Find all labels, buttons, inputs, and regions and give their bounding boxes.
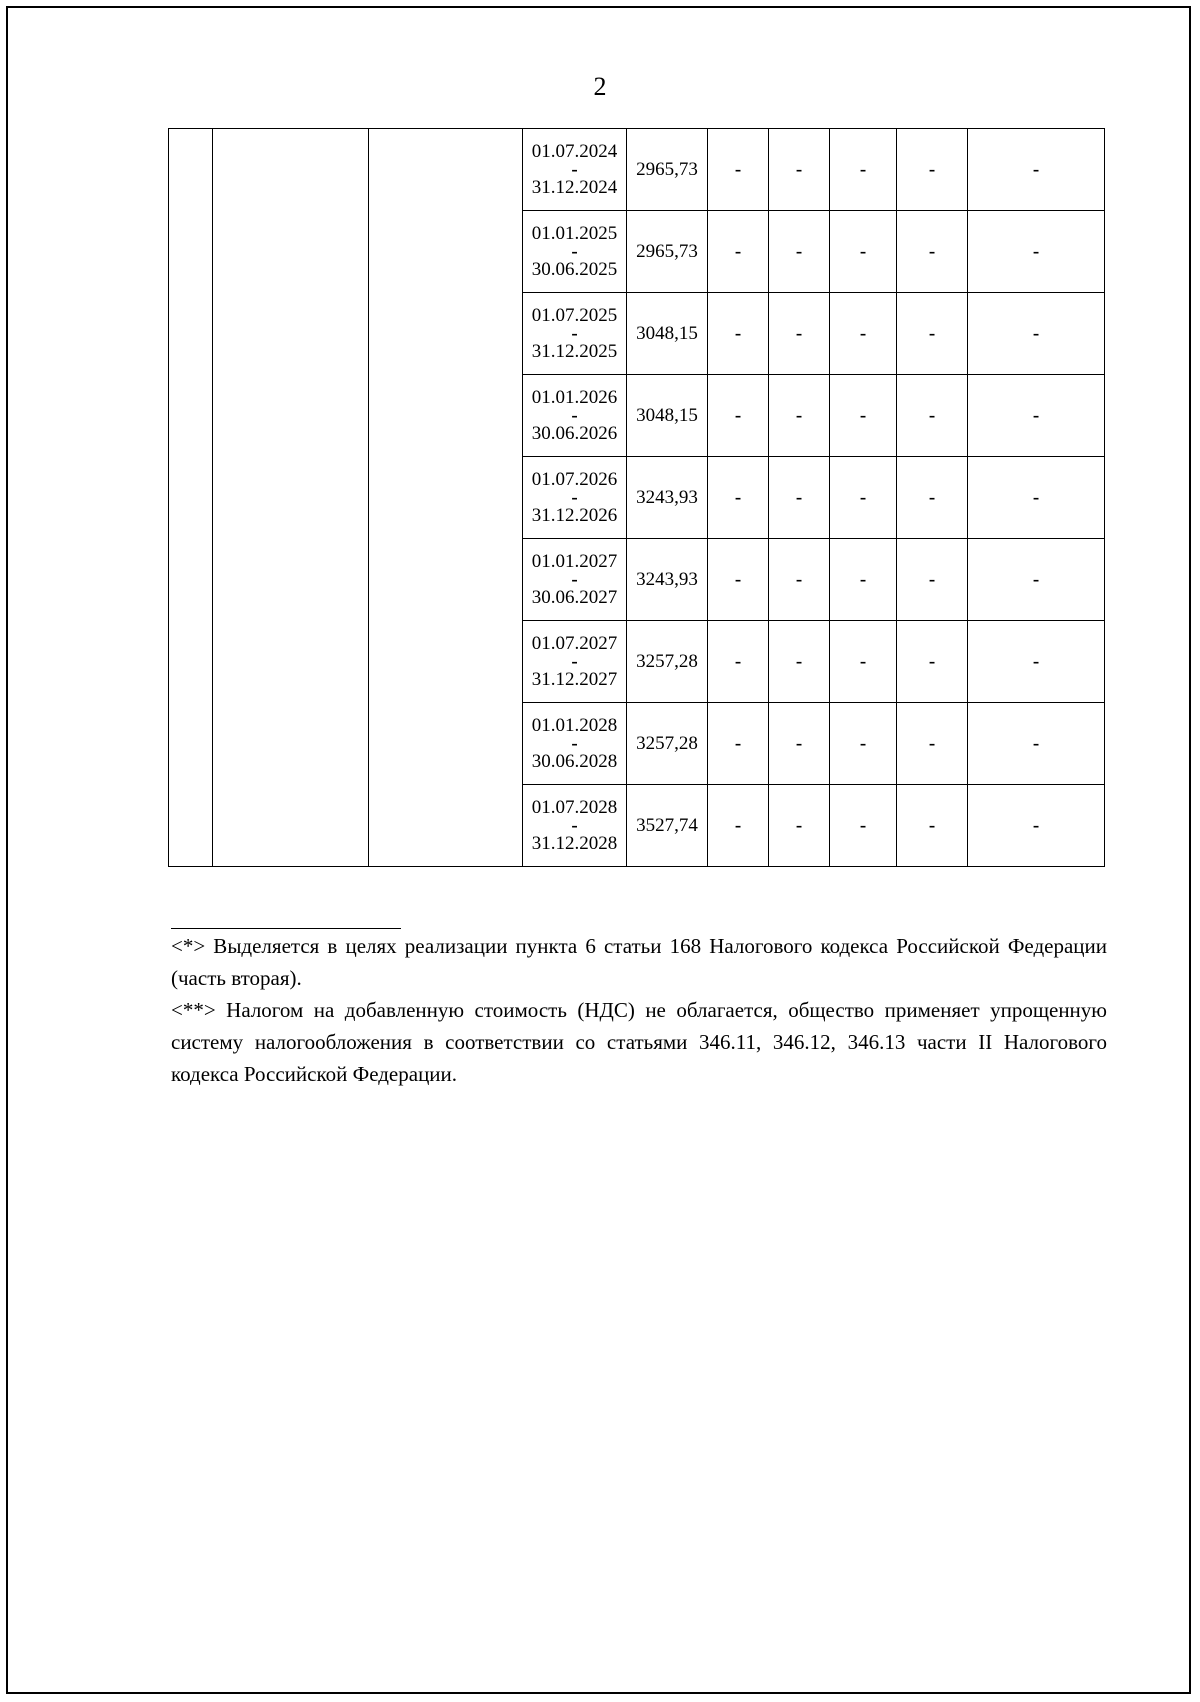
tariff-value: 3257,28 — [627, 621, 708, 703]
dash-cell: - — [830, 703, 897, 785]
period-to: 30.06.2026 — [531, 422, 618, 444]
dash-cell: - — [708, 539, 769, 621]
empty-cell — [169, 129, 213, 211]
dash-cell: - — [830, 211, 897, 293]
dash-cell: - — [708, 211, 769, 293]
period-from: 01.01.2026 — [531, 386, 618, 408]
period-to: 31.12.2027 — [531, 668, 618, 690]
empty-cell — [369, 621, 523, 703]
dash-cell: - — [968, 293, 1105, 375]
period-from: 01.07.2028 — [531, 796, 618, 818]
dash-cell: - — [968, 211, 1105, 293]
table-row — [169, 211, 1105, 293]
empty-cell — [213, 211, 369, 293]
period-cell — [523, 621, 627, 703]
dash-cell: - — [769, 293, 830, 375]
empty-cell — [169, 539, 213, 621]
dash-cell: - — [769, 703, 830, 785]
period-to: 31.12.2028 — [531, 832, 618, 854]
tariff-value: 3243,93 — [627, 539, 708, 621]
empty-cell — [213, 129, 369, 211]
empty-cell — [213, 703, 369, 785]
empty-cell — [169, 703, 213, 785]
empty-cell — [169, 293, 213, 375]
period-sep: - — [571, 322, 578, 344]
period-cell — [523, 703, 627, 785]
period-cell — [523, 211, 627, 293]
empty-cell — [369, 539, 523, 621]
empty-cell — [169, 457, 213, 539]
table-row — [169, 129, 1105, 211]
tariff-value: 3048,15 — [627, 375, 708, 457]
period-to: 30.06.2028 — [531, 750, 618, 772]
dash-cell: - — [830, 539, 897, 621]
table-row — [169, 703, 1105, 785]
dash-cell: - — [769, 621, 830, 703]
period-to: 30.06.2027 — [531, 586, 618, 608]
period-cell — [523, 293, 627, 375]
period-from: 01.07.2026 — [531, 468, 618, 490]
period-sep: - — [571, 568, 578, 590]
period-from: 01.07.2027 — [531, 632, 618, 654]
dash-cell: - — [897, 129, 968, 211]
tariff-table-body — [169, 129, 1105, 867]
dash-cell: - — [968, 621, 1105, 703]
dash-cell: - — [830, 457, 897, 539]
table-row — [169, 293, 1105, 375]
dash-cell: - — [830, 785, 897, 867]
tariff-value: 3243,93 — [627, 457, 708, 539]
footnotes — [171, 930, 1107, 1090]
dash-cell: - — [708, 703, 769, 785]
period-sep: - — [571, 486, 578, 508]
dash-cell: - — [708, 293, 769, 375]
empty-cell — [369, 785, 523, 867]
dash-cell: - — [897, 457, 968, 539]
empty-cell — [369, 293, 523, 375]
period-sep: - — [571, 650, 578, 672]
dash-cell: - — [830, 621, 897, 703]
dash-cell: - — [830, 129, 897, 211]
empty-cell — [169, 785, 213, 867]
dash-cell: - — [708, 785, 769, 867]
period-sep: - — [571, 404, 578, 426]
empty-cell — [213, 539, 369, 621]
table-row — [169, 539, 1105, 621]
dash-cell: - — [897, 785, 968, 867]
empty-cell — [213, 293, 369, 375]
period-cell — [523, 785, 627, 867]
dash-cell: - — [897, 621, 968, 703]
dash-cell: - — [968, 375, 1105, 457]
table-row — [169, 621, 1105, 703]
empty-cell — [369, 129, 523, 211]
footnote-separator — [171, 928, 401, 929]
tariff-table — [168, 128, 1105, 867]
period-to: 30.06.2025 — [531, 258, 618, 280]
empty-cell — [169, 211, 213, 293]
dash-cell: - — [968, 129, 1105, 211]
dash-cell: - — [968, 457, 1105, 539]
empty-cell — [213, 621, 369, 703]
period-cell — [523, 539, 627, 621]
table-row — [169, 375, 1105, 457]
dash-cell: - — [968, 539, 1105, 621]
period-cell — [523, 129, 627, 211]
dash-cell: - — [769, 539, 830, 621]
period-to: 31.12.2025 — [531, 340, 618, 362]
period-sep: - — [571, 814, 578, 836]
dash-cell: - — [769, 211, 830, 293]
tariff-value: 2965,73 — [627, 211, 708, 293]
empty-cell — [369, 211, 523, 293]
dash-cell: - — [708, 457, 769, 539]
empty-cell — [213, 785, 369, 867]
dash-cell: - — [708, 129, 769, 211]
empty-cell — [169, 375, 213, 457]
period-cell — [523, 457, 627, 539]
dash-cell: - — [708, 375, 769, 457]
dash-cell: - — [830, 375, 897, 457]
dash-cell: - — [769, 785, 830, 867]
period-sep: - — [571, 732, 578, 754]
empty-cell — [369, 375, 523, 457]
period-from: 01.07.2024 — [531, 140, 618, 162]
period-cell — [523, 375, 627, 457]
table-row — [169, 457, 1105, 539]
tariff-value: 2965,73 — [627, 129, 708, 211]
period-from: 01.01.2028 — [531, 714, 618, 736]
empty-cell — [213, 375, 369, 457]
period-from: 01.01.2027 — [531, 550, 618, 572]
dash-cell: - — [897, 293, 968, 375]
empty-cell — [369, 703, 523, 785]
period-to: 31.12.2024 — [531, 176, 618, 198]
tariff-value: 3257,28 — [627, 703, 708, 785]
tariff-value: 3048,15 — [627, 293, 708, 375]
dash-cell: - — [897, 539, 968, 621]
footnote-1: <*> Выделяется в целях реализации пункта 6 статьи 168 Налогового кодекса Российской Федерации (часть вторая). — [171, 934, 1107, 990]
empty-cell — [213, 457, 369, 539]
table-row — [169, 785, 1105, 867]
page-number: 2 — [593, 72, 607, 101]
dash-cell: - — [769, 375, 830, 457]
dash-cell: - — [897, 703, 968, 785]
dash-cell: - — [769, 129, 830, 211]
empty-cell — [169, 621, 213, 703]
dash-cell: - — [830, 293, 897, 375]
footnote-2: <**> Налогом на добавленную стоимость (НДС) не облагается, общество применяет упрощенную систему налогообложения в соответствии со статьями 346.11, 346.12, 346.13 части II Налогового кодекса Российской Федерации. — [171, 998, 1107, 1086]
period-from: 01.07.2025 — [531, 304, 618, 326]
period-to: 31.12.2026 — [531, 504, 618, 526]
period-sep: - — [571, 158, 578, 180]
dash-cell: - — [968, 703, 1105, 785]
dash-cell: - — [897, 375, 968, 457]
empty-cell — [369, 457, 523, 539]
tariff-value: 3527,74 — [627, 785, 708, 867]
period-sep: - — [571, 240, 578, 262]
dash-cell: - — [708, 621, 769, 703]
dash-cell: - — [897, 211, 968, 293]
dash-cell: - — [769, 457, 830, 539]
period-from: 01.01.2025 — [531, 222, 618, 244]
dash-cell: - — [968, 785, 1105, 867]
